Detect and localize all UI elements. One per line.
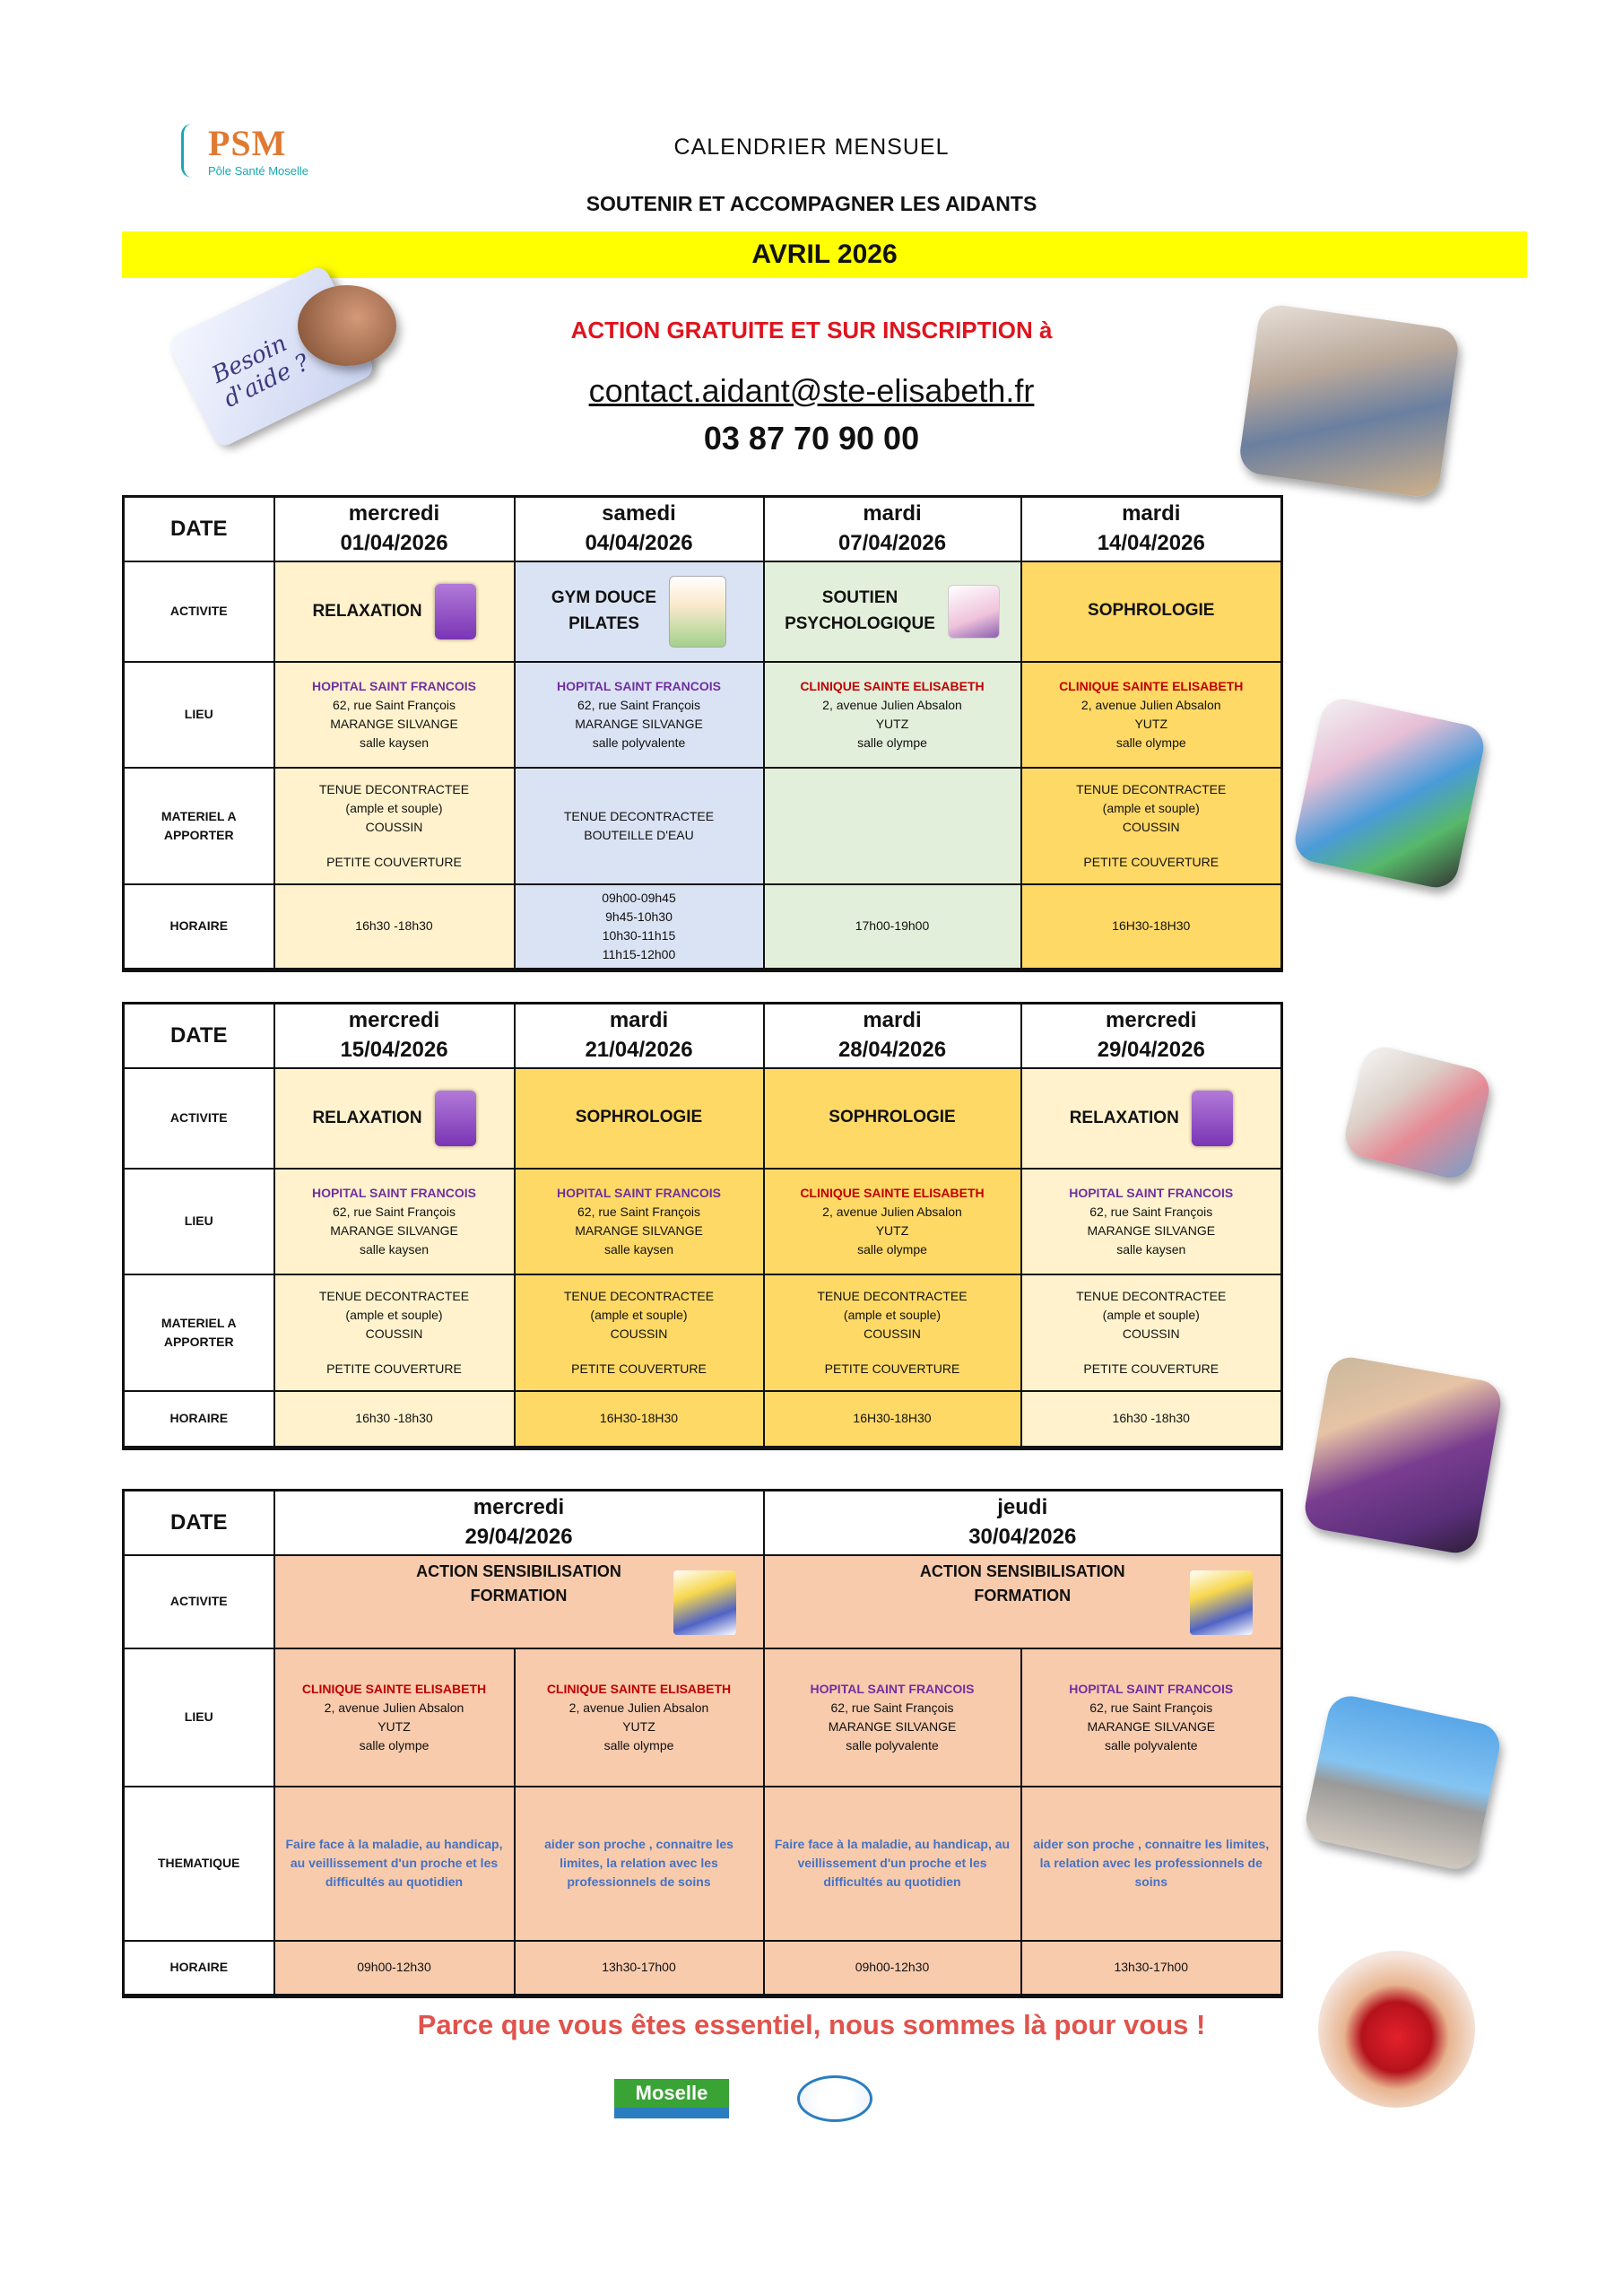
activity-cell <box>764 1068 1021 1169</box>
support-group-photo <box>1237 302 1461 499</box>
place-name: CLINIQUE SAINTE ELISABETH <box>800 678 985 693</box>
material-item: PETITE COUVERTURE <box>1083 1361 1219 1376</box>
theme-row <box>124 1787 1282 1941</box>
place-city: MARANGE SILVANGE <box>828 1718 957 1734</box>
day-header <box>515 1004 764 1068</box>
place-cell <box>1021 662 1282 768</box>
time-slot: 9h45-10h30 <box>605 909 673 924</box>
material-item: TENUE DECONTRACTEE <box>563 1288 715 1303</box>
place-cell <box>1021 1169 1282 1274</box>
date-row <box>124 1491 1282 1555</box>
material-item: (ample et souple) <box>1102 1307 1200 1322</box>
activity-name: PILATES <box>568 613 639 633</box>
row-label-horaire: HORAIRE <box>124 1391 274 1448</box>
stacked-stones-photo <box>1302 1692 1504 1874</box>
day-header <box>764 1004 1021 1068</box>
place-cell <box>764 1648 1021 1787</box>
day-name: jeudi <box>997 1495 1048 1520</box>
theme-line: Faire face à la maladie, au handicap, au <box>774 1837 1011 1851</box>
theme-line: aider son proche , connaitre les limites, <box>1033 1837 1270 1851</box>
row-label-horaire: HORAIRE <box>124 1941 274 1996</box>
contact-phone: 03 87 70 90 00 <box>703 420 920 457</box>
idea-icon <box>673 1570 736 1635</box>
activity-cell <box>764 1555 1282 1648</box>
day-name: mardi <box>863 501 922 526</box>
place-room: salle olympe <box>857 1241 927 1257</box>
relaxation-photo <box>1302 1354 1505 1557</box>
place-name: HOPITAL SAINT FRANCOIS <box>311 678 477 693</box>
place-address: 2, avenue Julien Absalon <box>822 697 962 712</box>
day-name: mercredi <box>348 501 440 526</box>
place-name: CLINIQUE SAINTE ELISABETH <box>1059 678 1244 693</box>
date-row <box>124 497 1282 561</box>
material-item: COUSSIN <box>1122 1326 1180 1341</box>
date-row <box>124 1004 1282 1068</box>
material-cell <box>764 768 1021 884</box>
day-header <box>274 497 515 561</box>
partner-logo <box>797 2075 872 2122</box>
day-header <box>274 1491 764 1555</box>
theme-line: soins <box>1134 1874 1168 1889</box>
place-name: HOPITAL SAINT FRANCOIS <box>810 1681 975 1696</box>
material-item: COUSSIN <box>864 1326 921 1341</box>
time-slot: 10h30-11h15 <box>602 927 676 943</box>
place-name: CLINIQUE SAINTE ELISABETH <box>301 1681 487 1696</box>
place-room: salle polyvalente <box>592 735 686 750</box>
activity-name: GYM DOUCE <box>551 588 657 607</box>
material-item: COUSSIN <box>610 1326 668 1341</box>
calendar-subtitle: SOUTENIR ET ACCOMPAGNER LES AIDANTS <box>586 192 1037 215</box>
material-item: COUSSIN <box>1122 819 1180 834</box>
material-row <box>124 768 1282 884</box>
meditation-icon <box>435 1091 476 1146</box>
stretching-photo <box>1341 1042 1494 1182</box>
row-label-date: DATE <box>124 1491 274 1555</box>
place-city: YUTZ <box>875 1222 909 1238</box>
day-name: mardi <box>1122 501 1181 526</box>
day-name: mardi <box>863 1008 922 1033</box>
activity-cell <box>274 1068 515 1169</box>
material-item: COUSSIN <box>365 819 423 834</box>
place-cell <box>274 1648 515 1787</box>
moselle-logo: Moselle <box>614 2079 729 2108</box>
theme-line: difficultés au quotidien <box>823 1874 961 1889</box>
place-address: 2, avenue Julien Absalon <box>324 1700 464 1715</box>
row-label-date: DATE <box>124 1004 274 1068</box>
place-address: 62, rue Saint François <box>333 1204 456 1219</box>
day-date: 15/04/2026 <box>340 1037 448 1062</box>
activity-name: ACTION SENSIBILISATION <box>416 1561 621 1580</box>
material-item: PETITE COUVERTURE <box>1083 854 1219 869</box>
material-cell <box>274 1274 515 1391</box>
place-city: MARANGE SILVANGE <box>1087 1718 1216 1734</box>
activity-cell <box>274 561 515 662</box>
day-name: mercredi <box>1106 1008 1197 1033</box>
row-label-thematique: THEMATIQUE <box>124 1787 274 1941</box>
day-header <box>274 1004 515 1068</box>
material-item: TENUE DECONTRACTEE <box>1076 781 1227 796</box>
row-label-lieu: LIEU <box>124 662 274 768</box>
place-cell <box>1021 1648 1282 1787</box>
material-cell <box>1021 768 1282 884</box>
activity-row <box>124 561 1282 662</box>
hours-row <box>124 884 1282 970</box>
place-room: salle kaysen <box>1116 1241 1186 1257</box>
place-cell <box>515 1169 764 1274</box>
row-label-activite: ACTIVITE <box>124 1555 274 1648</box>
activity-cell <box>1021 561 1282 662</box>
theme-line: la relation avec les professionnels de <box>1039 1856 1263 1870</box>
schedule-table-week2 <box>122 1002 1283 1450</box>
place-room: salle polyvalente <box>1104 1737 1198 1752</box>
day-date: 14/04/2026 <box>1097 530 1205 555</box>
material-item: PETITE COUVERTURE <box>824 1361 960 1376</box>
activity-cell <box>1021 1068 1282 1169</box>
day-date: 29/04/2026 <box>464 1524 573 1549</box>
label-line: MATERIEL A <box>161 1315 237 1330</box>
label-line: APPORTER <box>163 827 234 842</box>
hours-cell: 17h00-19h00 <box>764 884 1021 970</box>
place-room: salle kaysen <box>359 1241 430 1257</box>
place-room: salle olympe <box>603 1737 674 1752</box>
day-name: mercredi <box>473 1495 565 1520</box>
place-room: salle kaysen <box>359 735 430 750</box>
hours-cell: 16h30 -18h30 <box>274 884 515 970</box>
sophrology-tree-icon <box>669 576 726 648</box>
material-item: TENUE DECONTRACTEE <box>1076 1288 1227 1303</box>
hours-cell: 16H30-18H30 <box>1021 884 1282 970</box>
hours-row <box>124 1941 1282 1996</box>
place-name: CLINIQUE SAINTE ELISABETH <box>800 1185 985 1200</box>
material-cell <box>515 768 764 884</box>
material-item: COUSSIN <box>365 1326 423 1341</box>
material-item: TENUE DECONTRACTEE <box>318 781 470 796</box>
activity-row <box>124 1068 1282 1169</box>
hours-cell: 16H30-18H30 <box>764 1391 1021 1448</box>
activity-name: RELAXATION <box>1069 1108 1179 1127</box>
place-room: salle polyvalente <box>846 1737 939 1752</box>
day-date: 30/04/2026 <box>968 1524 1077 1549</box>
place-address: 2, avenue Julien Absalon <box>1081 697 1221 712</box>
place-room: salle olympe <box>359 1737 430 1752</box>
place-city: MARANGE SILVANGE <box>330 1222 458 1238</box>
hours-cell: 13h30-17h00 <box>515 1941 764 1996</box>
time-slot: 09h00-09h45 <box>602 890 676 905</box>
time-slot: 11h15-12h00 <box>602 946 676 961</box>
activity-name: SOPHROLOGIE <box>575 1108 703 1127</box>
place-row <box>124 662 1282 768</box>
schedule-table-week1 <box>122 495 1283 972</box>
label-line: MATERIEL A <box>161 808 237 823</box>
day-header <box>1021 1004 1282 1068</box>
theme-cell <box>274 1787 515 1941</box>
place-cell <box>515 1648 764 1787</box>
material-item: (ample et souple) <box>345 800 443 815</box>
activity-cell <box>515 1068 764 1169</box>
material-item: (ample et souple) <box>590 1307 688 1322</box>
hours-cell: 16h30 -18h30 <box>274 1391 515 1448</box>
place-name: HOPITAL SAINT FRANCOIS <box>556 1185 722 1200</box>
place-name: HOPITAL SAINT FRANCOIS <box>1069 1681 1234 1696</box>
material-item: (ample et souple) <box>1102 800 1200 815</box>
row-label-materiel <box>124 1274 274 1391</box>
hours-cell <box>515 884 764 970</box>
place-address: 62, rue Saint François <box>577 697 700 712</box>
material-cell <box>515 1274 764 1391</box>
place-city: YUTZ <box>875 716 909 731</box>
place-address: 62, rue Saint François <box>1089 1204 1213 1219</box>
material-item: (ample et souple) <box>843 1307 942 1322</box>
place-name: HOPITAL SAINT FRANCOIS <box>556 678 722 693</box>
label-line: APPORTER <box>163 1334 234 1349</box>
yoga-icon <box>948 585 1000 639</box>
place-city: MARANGE SILVANGE <box>330 716 458 731</box>
logo-text: PSM <box>208 123 287 163</box>
place-name: HOPITAL SAINT FRANCOIS <box>1069 1185 1234 1200</box>
place-address: 62, rue Saint François <box>577 1204 700 1219</box>
material-cell <box>1021 1274 1282 1391</box>
contact-email-link[interactable]: contact.aidant@ste-elisabeth.fr <box>588 372 1035 409</box>
material-cell <box>764 1274 1021 1391</box>
row-label-activite: ACTIVITE <box>124 561 274 662</box>
place-row <box>124 1169 1282 1274</box>
place-city: MARANGE SILVANGE <box>1087 1222 1216 1238</box>
activity-name: FORMATION <box>470 1586 568 1605</box>
place-city: YUTZ <box>622 1718 655 1734</box>
hours-row <box>124 1391 1282 1448</box>
registration-notice: ACTION GRATUITE ET SUR INSCRIPTION à <box>570 317 1053 344</box>
gym-class-photo <box>1291 695 1488 891</box>
material-item: TENUE DECONTRACTEE <box>318 1288 470 1303</box>
place-address: 62, rue Saint François <box>830 1700 954 1715</box>
activity-name: RELAXATION <box>312 1108 422 1127</box>
day-header <box>1021 497 1282 561</box>
day-header <box>515 497 764 561</box>
hours-cell: 09h00-12h30 <box>274 1941 515 1996</box>
calendar-title: CALENDRIER MENSUEL <box>673 135 950 160</box>
theme-line: au veillissement d'un proche et les <box>290 1856 499 1870</box>
schedule-table-training <box>122 1489 1283 1998</box>
material-item: (ample et souple) <box>345 1307 443 1322</box>
theme-cell <box>1021 1787 1282 1941</box>
help-card-text: Besoin d'aide ? <box>207 330 314 413</box>
place-address: 2, avenue Julien Absalon <box>822 1204 962 1219</box>
row-label-lieu: LIEU <box>124 1169 274 1274</box>
material-item: PETITE COUVERTURE <box>326 1361 462 1376</box>
theme-cell <box>764 1787 1021 1941</box>
material-row <box>124 1274 1282 1391</box>
activity-name: RELAXATION <box>312 601 422 621</box>
place-cell <box>515 662 764 768</box>
place-cell <box>274 662 515 768</box>
activity-row <box>124 1555 1282 1648</box>
theme-cell <box>515 1787 764 1941</box>
meditation-icon <box>435 584 476 639</box>
place-row <box>124 1648 1282 1787</box>
material-cell <box>274 768 515 884</box>
material-item: TENUE DECONTRACTEE <box>563 808 715 823</box>
day-date: 28/04/2026 <box>838 1037 947 1062</box>
day-date: 29/04/2026 <box>1097 1037 1205 1062</box>
place-room: salle olympe <box>1115 735 1186 750</box>
logo-subtext: Pôle Santé Moselle <box>208 164 309 178</box>
theme-line: aider son proche , connaitre les <box>544 1837 733 1851</box>
day-date: 21/04/2026 <box>585 1037 693 1062</box>
activity-name: SOPHROLOGIE <box>1088 601 1215 621</box>
theme-line: veillissement d'un proche et les <box>797 1856 987 1870</box>
material-item: TENUE DECONTRACTEE <box>817 1288 968 1303</box>
place-cell <box>764 662 1021 768</box>
theme-line: limites, la relation avec les <box>560 1856 718 1870</box>
place-address: 62, rue Saint François <box>1089 1700 1213 1715</box>
place-room: salle kaysen <box>603 1241 674 1257</box>
place-name: CLINIQUE SAINTE ELISABETH <box>546 1681 732 1696</box>
hours-cell: 16H30-18H30 <box>515 1391 764 1448</box>
place-city: MARANGE SILVANGE <box>575 716 703 731</box>
row-label-lieu: LIEU <box>124 1648 274 1787</box>
row-label-date: DATE <box>124 497 274 561</box>
activity-cell <box>274 1555 764 1648</box>
month-banner: AVRIL 2026 <box>122 231 1527 278</box>
material-item: PETITE COUVERTURE <box>571 1361 707 1376</box>
theme-line: difficultés au quotidien <box>325 1874 464 1889</box>
theme-line: Faire face à la maladie, au handicap, <box>285 1837 503 1851</box>
row-label-materiel <box>124 768 274 884</box>
place-room: salle olympe <box>857 735 927 750</box>
day-name: samedi <box>602 501 676 526</box>
hand-image <box>298 285 396 366</box>
day-name: mardi <box>609 1008 669 1033</box>
place-city: MARANGE SILVANGE <box>575 1222 703 1238</box>
material-item: BOUTEILLE D'EAU <box>584 827 694 842</box>
row-label-horaire: HORAIRE <box>124 884 274 970</box>
day-date: 07/04/2026 <box>838 530 947 555</box>
activity-name: SOPHROLOGIE <box>829 1108 956 1127</box>
moselle-logo-band <box>614 2108 729 2118</box>
day-name: mercredi <box>348 1008 440 1033</box>
footer-slogan: Parce que vous êtes essentiel, nous sommes là pour vous ! <box>417 2009 1206 2040</box>
activity-cell <box>764 561 1021 662</box>
place-name: HOPITAL SAINT FRANCOIS <box>311 1185 477 1200</box>
hours-cell: 09h00-12h30 <box>764 1941 1021 1996</box>
place-address: 62, rue Saint François <box>333 697 456 712</box>
meditation-icon <box>1192 1091 1233 1146</box>
place-city: YUTZ <box>378 1718 411 1734</box>
theme-line: professionnels de soins <box>567 1874 711 1889</box>
hours-cell: 13h30-17h00 <box>1021 1941 1282 1996</box>
activity-name: FORMATION <box>974 1586 1072 1605</box>
material-item: PETITE COUVERTURE <box>326 854 462 869</box>
activity-cell <box>515 561 764 662</box>
activity-name: PSYCHOLOGIQUE <box>785 613 935 633</box>
hours-cell: 16h30 -18h30 <box>1021 1391 1282 1448</box>
place-city: YUTZ <box>1134 716 1168 731</box>
day-date: 04/04/2026 <box>585 530 693 555</box>
day-header <box>764 497 1021 561</box>
place-address: 2, avenue Julien Absalon <box>568 1700 709 1715</box>
row-label-activite: ACTIVITE <box>124 1068 274 1169</box>
idea-icon <box>1190 1570 1253 1635</box>
day-date: 01/04/2026 <box>340 530 448 555</box>
activity-name: SOUTIEN <box>821 588 898 607</box>
day-header <box>764 1491 1282 1555</box>
place-cell <box>274 1169 515 1274</box>
activity-name: ACTION SENSIBILISATION <box>919 1561 1125 1580</box>
place-cell <box>764 1169 1021 1274</box>
